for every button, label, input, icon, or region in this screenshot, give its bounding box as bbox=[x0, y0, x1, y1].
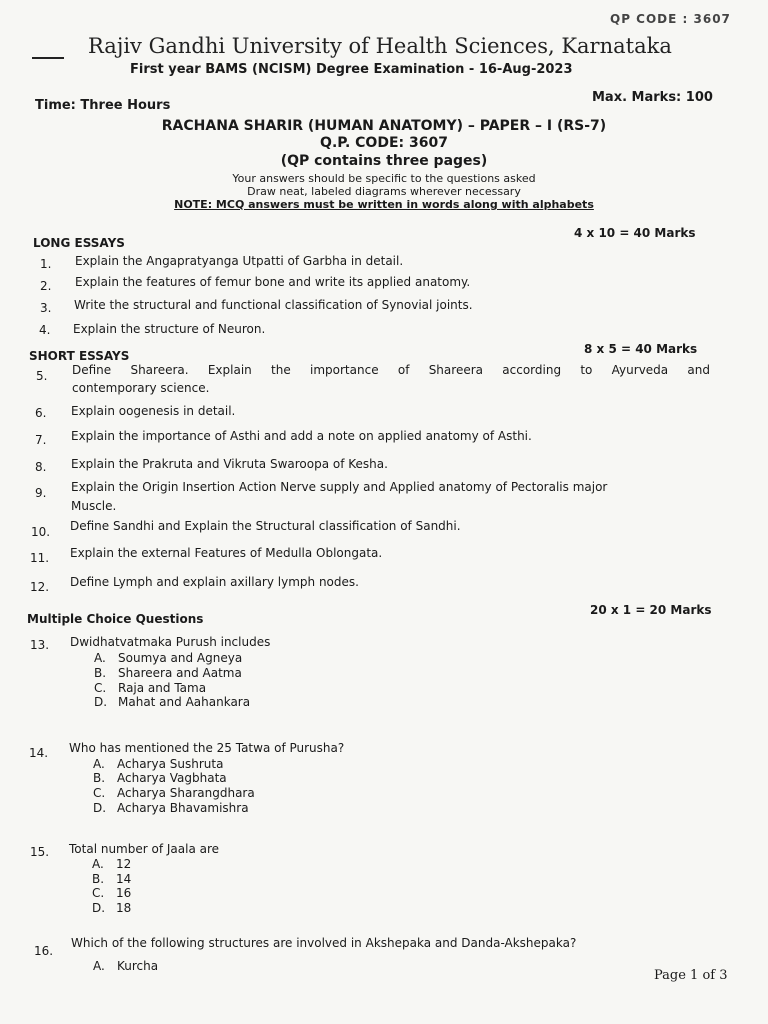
question-number: 8. bbox=[35, 460, 47, 474]
page-number: Page 1 of 3 bbox=[654, 968, 728, 983]
question-text: Explain the features of femur bone and write its applied anatomy. bbox=[75, 275, 471, 289]
mcq-option: D. Acharya Bhavamishra bbox=[93, 801, 249, 815]
mcq-heading: Multiple Choice Questions bbox=[27, 612, 204, 626]
mcq-option: A. Kurcha bbox=[93, 959, 159, 973]
question-text: Explain the Angapratyanga Utpatti of Garbha in detail. bbox=[75, 254, 404, 268]
question-text: Define Shareera. Explain the importance of Shareera according to Ayurveda and bbox=[72, 363, 710, 377]
question-text: Explain the external Features of Medulla Oblongata. bbox=[70, 546, 383, 560]
pages-note: (QP contains three pages) bbox=[280, 153, 488, 169]
university-name: Rajiv Gandhi University of Health Sciences, Karnataka bbox=[88, 34, 672, 58]
mcq-note: NOTE: MCQ answers must be written in words along with alphabets bbox=[174, 198, 594, 211]
question-number: 14. bbox=[29, 746, 49, 760]
question-number: 1. bbox=[40, 257, 52, 271]
question-text: Which of the following structures are involved in Akshepaka and Danda-Akshepaka? bbox=[71, 936, 577, 950]
mcq-option: A. Acharya Sushruta bbox=[93, 757, 224, 771]
question-text: Explain the structure of Neuron. bbox=[73, 322, 266, 336]
question-number: 7. bbox=[35, 433, 47, 447]
question-text: Define Lymph and explain axillary lymph nodes. bbox=[70, 575, 359, 589]
mcq-option: A. 12 bbox=[92, 857, 132, 871]
question-number: 3. bbox=[40, 301, 52, 315]
question-number: 12. bbox=[30, 580, 50, 594]
short-essays-marks: 8 x 5 = 40 Marks bbox=[584, 342, 698, 356]
question-text: Explain the importance of Asthi and add a note on applied anatomy of Asthi. bbox=[71, 429, 532, 443]
question-number: 10. bbox=[31, 525, 51, 539]
question-text: Who has mentioned the 25 Tatwa of Purusha? bbox=[69, 741, 345, 755]
question-text: Write the structural and functional classification of Synovial joints. bbox=[74, 298, 473, 312]
mcq-option: D. Mahat and Aahankara bbox=[94, 695, 251, 709]
question-text-continued: contemporary science. bbox=[72, 381, 210, 395]
mcq-option: B. 14 bbox=[92, 872, 132, 886]
question-number: 2. bbox=[40, 279, 52, 293]
instruction-1: Your answers should be specific to the questions asked bbox=[232, 172, 536, 185]
qp-code: Q.P. CODE: 3607 bbox=[320, 135, 448, 151]
instruction-2: Draw neat, labeled diagrams wherever necessary bbox=[247, 185, 521, 198]
qp-code-top: QP CODE : 3607 bbox=[610, 12, 731, 26]
mcq-option: C. 16 bbox=[92, 886, 132, 900]
question-text: Explain the Origin Insertion Action Nerve supply and Applied anatomy of Pectoralis major bbox=[71, 480, 608, 494]
question-text: Total number of Jaala are bbox=[69, 842, 220, 856]
mcq-option: C. Raja and Tama bbox=[94, 681, 207, 695]
question-number: 9. bbox=[35, 486, 47, 500]
max-marks: Max. Marks: 100 bbox=[592, 90, 713, 105]
question-number: 6. bbox=[35, 406, 47, 420]
question-number: 5. bbox=[36, 369, 48, 383]
mcq-option: C. Acharya Sharangdhara bbox=[93, 786, 255, 800]
question-text: Dwidhatvatmaka Purush includes bbox=[70, 635, 271, 649]
mcq-option: D. 18 bbox=[92, 901, 132, 915]
mcq-option: B. Acharya Vagbhata bbox=[93, 771, 227, 785]
question-number: 13. bbox=[30, 638, 50, 652]
question-text: Explain the Prakruta and Vikruta Swaroopa of Kesha. bbox=[71, 457, 388, 471]
paper-title: RACHANA SHARIR (HUMAN ANATOMY) – PAPER – I (RS-7) bbox=[161, 118, 607, 134]
question-text: Explain oogenesis in detail. bbox=[71, 404, 236, 418]
exam-title: First year BAMS (NCISM) Degree Examination - 16-Aug-2023 bbox=[130, 62, 573, 77]
question-text: Define Sandhi and Explain the Structural classification of Sandhi. bbox=[70, 519, 461, 533]
question-number: 11. bbox=[30, 551, 50, 565]
question-number: 4. bbox=[39, 323, 51, 337]
question-number: 16. bbox=[34, 944, 54, 958]
question-number: 15. bbox=[30, 845, 50, 859]
mcq-marks: 20 x 1 = 20 Marks bbox=[590, 603, 712, 617]
header-dash bbox=[32, 57, 64, 59]
short-essays-heading: SHORT ESSAYS bbox=[29, 349, 130, 363]
exam-time: Time: Three Hours bbox=[35, 98, 171, 113]
question-text-continued: Muscle. bbox=[71, 499, 117, 513]
long-essays-heading: LONG ESSAYS bbox=[33, 236, 125, 250]
mcq-option: A. Soumya and Agneya bbox=[94, 651, 243, 665]
long-essays-marks: 4 x 10 = 40 Marks bbox=[574, 226, 696, 240]
mcq-option: B. Shareera and Aatma bbox=[94, 666, 242, 680]
